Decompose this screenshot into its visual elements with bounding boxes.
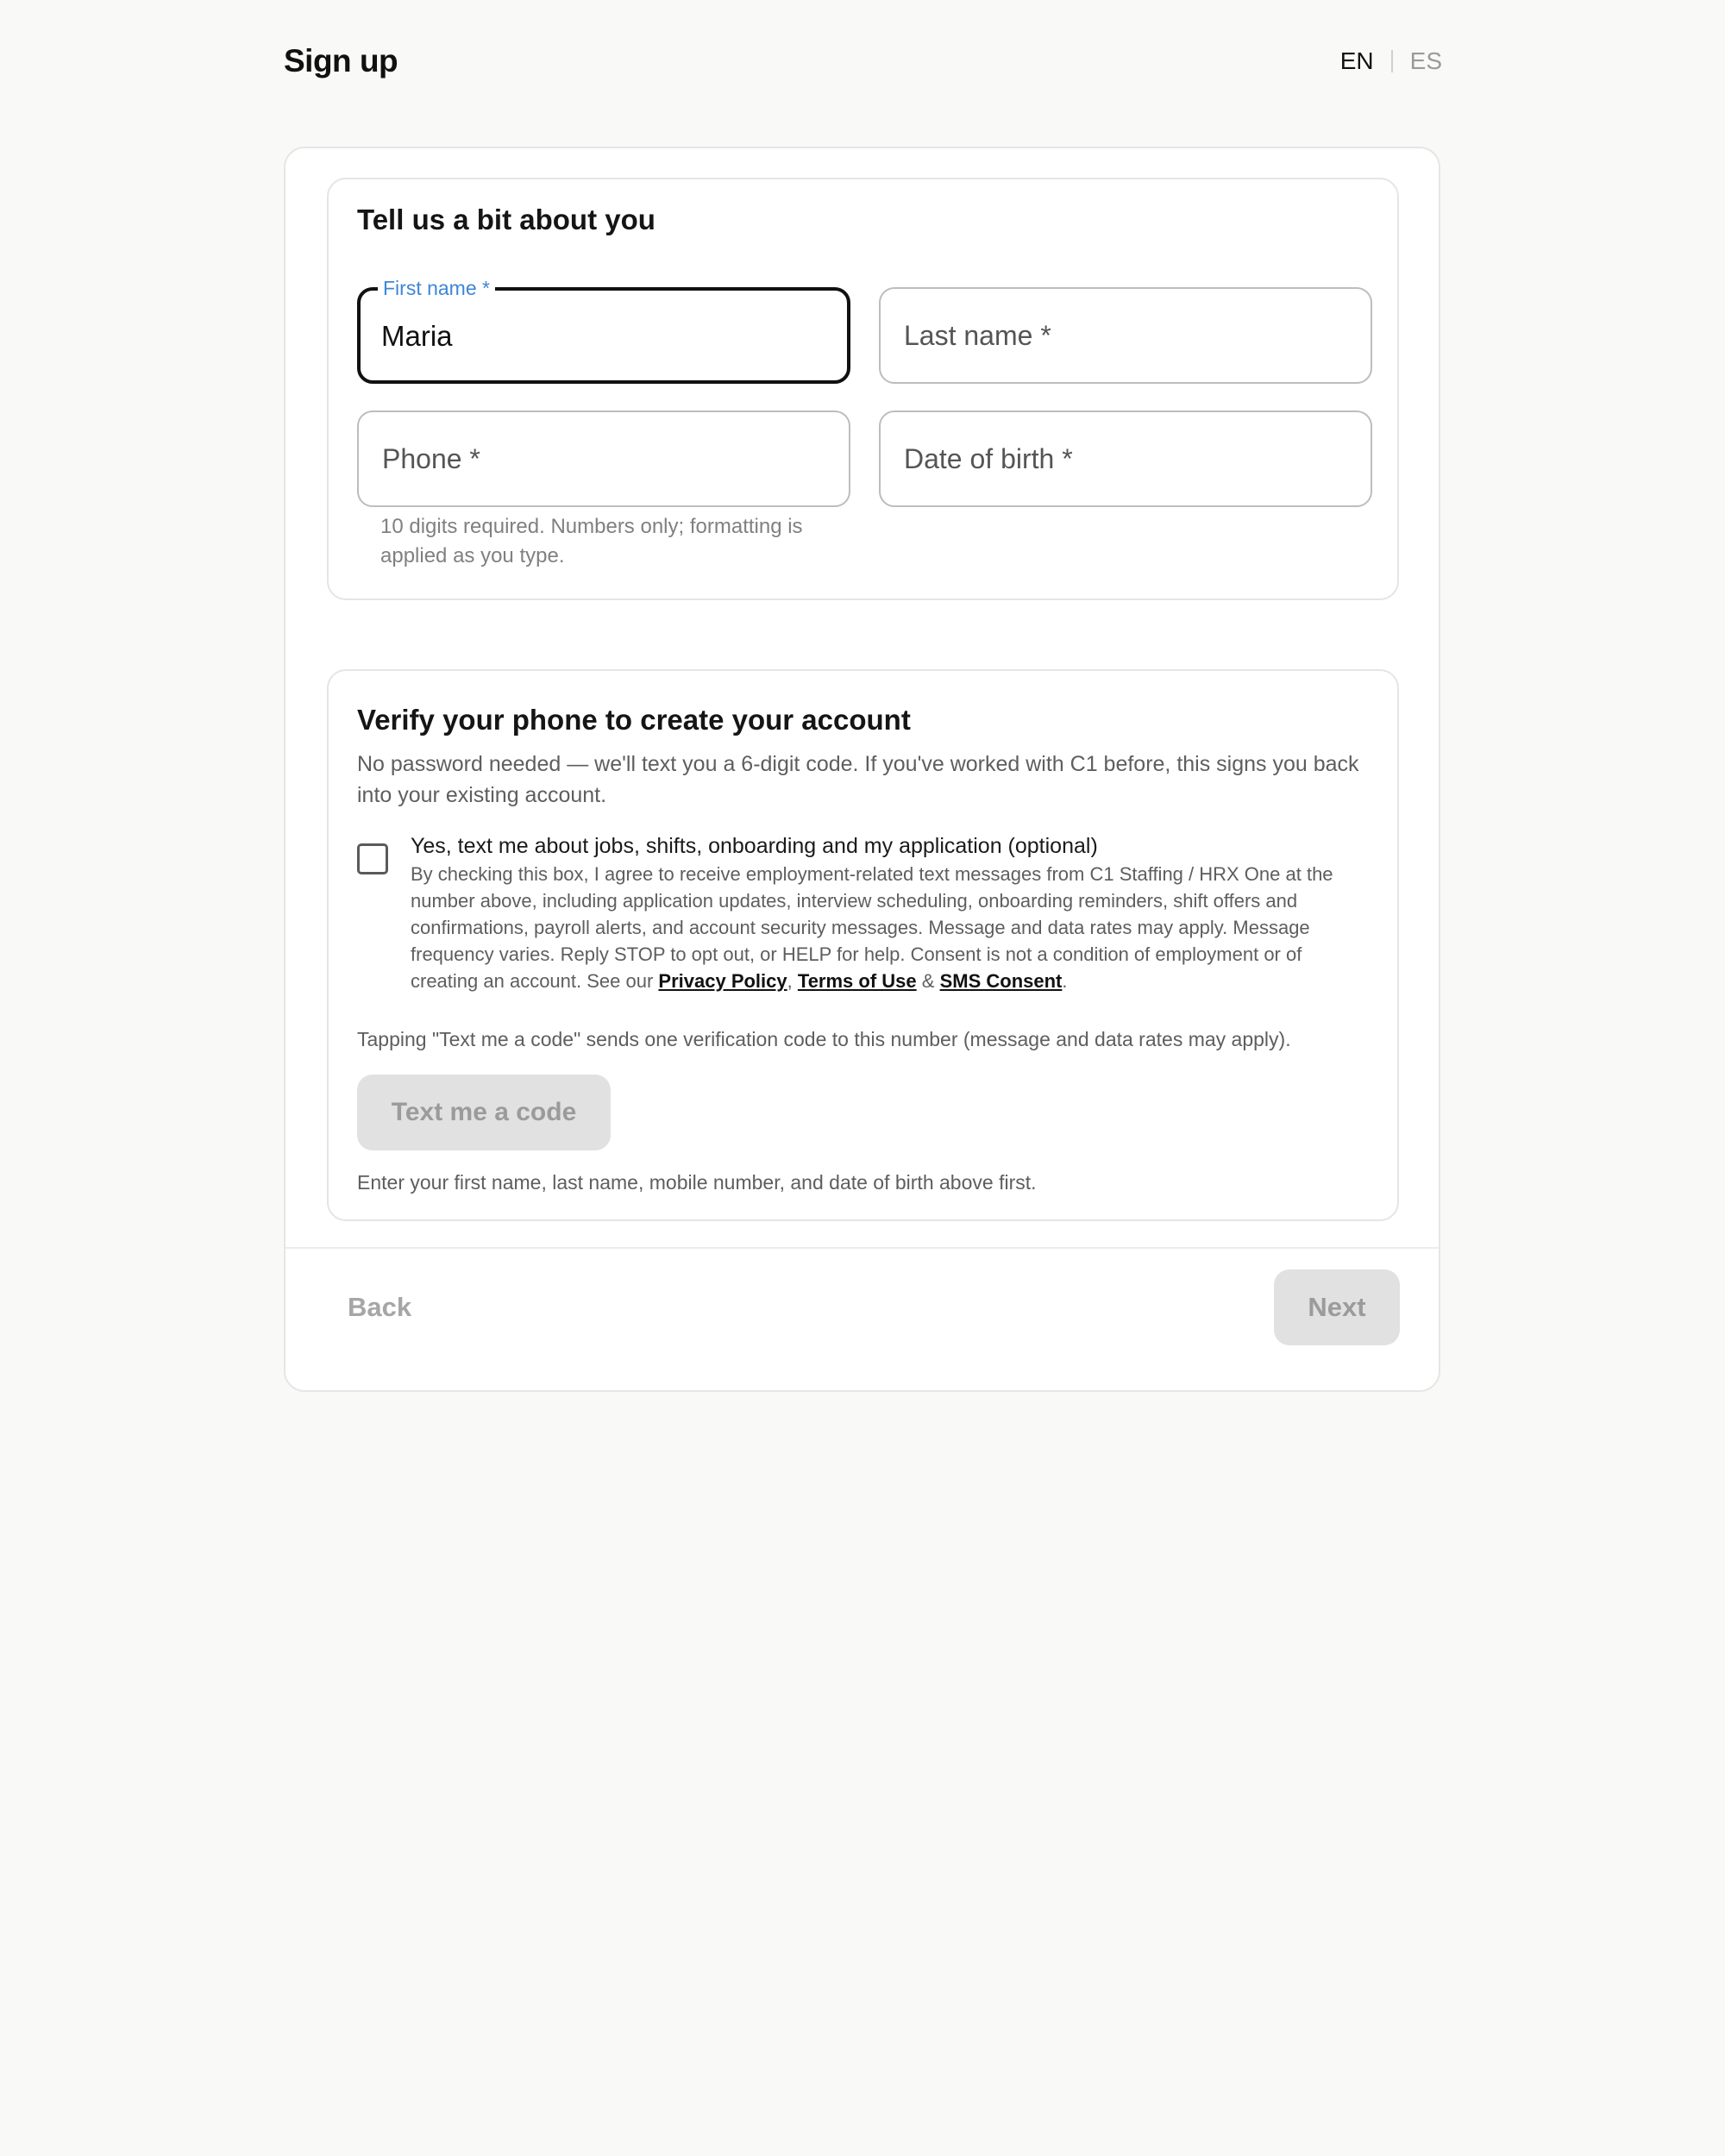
sms-consent-checkbox[interactable] bbox=[357, 843, 388, 874]
phone-field[interactable] bbox=[357, 411, 850, 507]
text-me-a-code-button[interactable]: Text me a code bbox=[357, 1075, 611, 1150]
last-name-placeholder: Last name * bbox=[904, 320, 1051, 351]
link-ampersand: & bbox=[921, 970, 935, 992]
verify-lead-text: No password needed — we'll text you a 6-digit code. If you've worked with C1 before, this signs you back into your existing account. bbox=[357, 752, 1359, 807]
privacy-policy-link[interactable]: Privacy Policy bbox=[658, 970, 787, 992]
page-title: Sign up bbox=[284, 43, 398, 78]
header bbox=[284, 40, 1442, 83]
terms-of-use-link[interactable]: Terms of Use bbox=[797, 970, 917, 992]
footer-divider bbox=[285, 1247, 1439, 1249]
sms-consent-link[interactable]: SMS Consent bbox=[939, 970, 1063, 992]
tap-note: Tapping "Text me a code" sends one verification code to this number (message and data rates may apply). bbox=[357, 1028, 1291, 1050]
first-name-label: First name * bbox=[378, 277, 495, 299]
language-switcher bbox=[1340, 47, 1442, 76]
verify-section-title: Verify your phone to create your account bbox=[357, 704, 911, 736]
language-es-link[interactable]: ES bbox=[1409, 47, 1442, 74]
prerequisite-note: Enter your first name, last name, mobile number, and date of birth above first. bbox=[357, 1171, 1037, 1194]
date-of-birth-placeholder: Date of birth * bbox=[904, 443, 1073, 474]
language-divider bbox=[1391, 50, 1393, 72]
date-of-birth-field[interactable] bbox=[879, 411, 1372, 507]
signup-card bbox=[284, 147, 1440, 1392]
link-comma: , bbox=[787, 970, 793, 992]
phone-placeholder: Phone * bbox=[382, 443, 480, 474]
verify-section bbox=[327, 669, 1399, 1221]
link-period: . bbox=[1062, 970, 1068, 992]
sms-consent-title[interactable]: Yes, text me about jobs, shifts, onboarding and my application (optional) bbox=[411, 834, 1098, 858]
back-button[interactable]: Back bbox=[318, 1269, 439, 1345]
about-section-title: Tell us a bit about you bbox=[357, 204, 656, 235]
phone-hint: 10 digits required. Numbers only; formatting is applied as you type. bbox=[380, 515, 803, 567]
about-section bbox=[327, 178, 1399, 600]
last-name-field[interactable] bbox=[879, 287, 1372, 384]
sms-consent-body bbox=[411, 861, 1333, 994]
first-name-value[interactable]: Maria bbox=[381, 320, 453, 352]
sms-consent-text: By checking this box, I agree to receive employment-related text messages from C1 Staffing / HRX One at the number above, including application updates, interview scheduling, onboarding reminders, shift offers and confirmations, payroll alerts, and account security messages. Message and data rates may apply. Message frequency varies. Reply STOP to opt out, or HELP for help. Consent is not a condition of employment or of creating an account. See our bbox=[411, 863, 1333, 992]
first-name-field[interactable] bbox=[357, 277, 850, 384]
next-button[interactable]: Next bbox=[1274, 1269, 1400, 1345]
language-en-link[interactable]: EN bbox=[1339, 47, 1374, 74]
